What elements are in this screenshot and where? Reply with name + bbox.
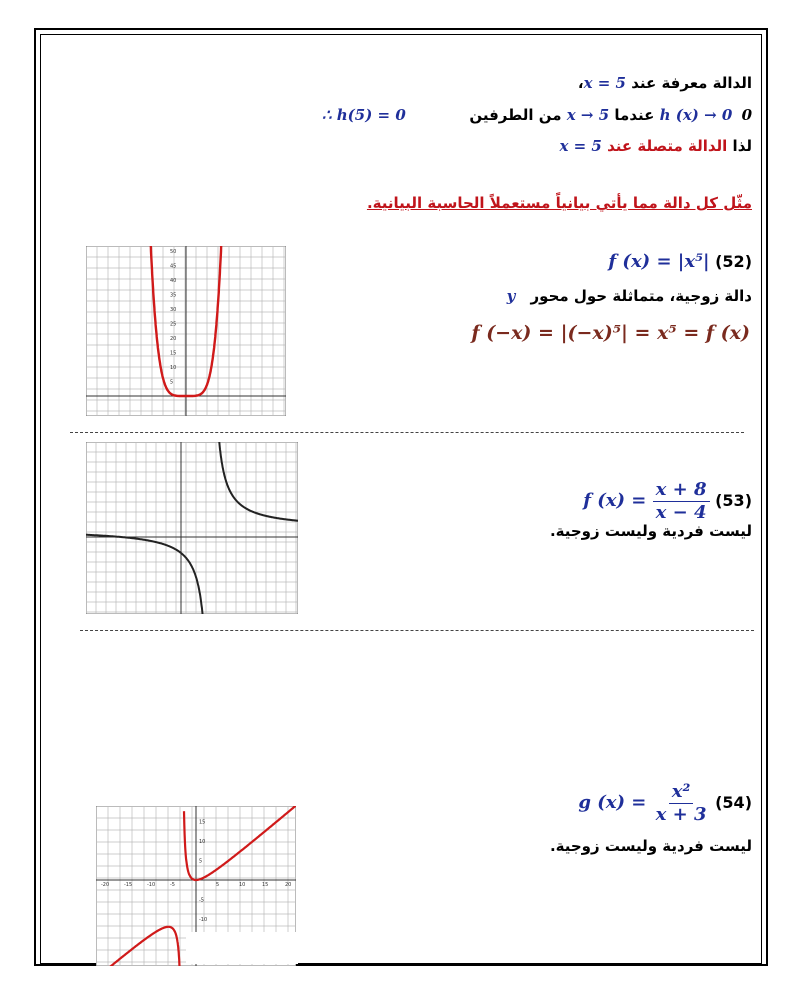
problem-53-denominator: x − 4 — [655, 501, 707, 523]
graph-52 — [86, 246, 286, 416]
problem-52-header — [608, 251, 752, 273]
problem-54-header — [578, 778, 752, 828]
graph-52-y-tick: 15 — [170, 350, 177, 357]
problem-52-axis: y — [506, 287, 516, 305]
problem-54-number: (54) — [715, 793, 752, 812]
instruction-heading: مثّل كل دالة مما يأتي بيانياً مستعملاً الحاسبة البيانية. — [366, 194, 752, 212]
problem-53-desc: ليست فردية وليست زوجية. — [549, 522, 752, 540]
problem-52-function: f (x) = |x⁵| — [608, 251, 710, 272]
graph-52-y-tick: 45 — [170, 263, 177, 270]
graph-52-y-tick: 50 — [170, 249, 177, 255]
problem-53-fraction — [653, 479, 710, 524]
intro-zero-label: 0 — [741, 106, 752, 124]
problem-54-denominator: x + 3 — [655, 803, 707, 825]
graph-54-x-tick: -15 — [124, 882, 133, 888]
intro-when-text: عندما — [614, 106, 655, 124]
problem-52-desc-text: دالة زوجية، متماثلة حول محور — [530, 287, 752, 305]
problem-54-numerator: x² — [669, 781, 694, 804]
intro-x-equals-5: x = 5 — [583, 74, 626, 92]
graph-52-y-tick: 5 — [170, 379, 174, 386]
graph-54-y-tick: 15 — [199, 819, 206, 826]
divider-1 — [70, 432, 744, 433]
graph-54-y-tick: -5 — [199, 897, 204, 904]
problem-52-proof: f (−x) = |(−x)⁵| = x⁵ = f (x) — [471, 322, 750, 344]
graph-54-x-tick: -10 — [147, 882, 156, 888]
problem-53-lhs: f (x) = — [583, 490, 647, 511]
problem-52-number: (52) — [715, 252, 752, 271]
divider-2 — [80, 630, 754, 631]
intro-line-3 — [559, 135, 752, 157]
intro-comma: ، — [577, 74, 584, 92]
graph-52-y-tick: 10 — [170, 365, 177, 371]
intro-continuous-text: الدالة متصلة عند — [607, 137, 728, 155]
graph-54-x-tick: 5 — [216, 882, 220, 888]
intro-x-equals-5-b: x = 5 — [559, 137, 602, 155]
graph-54-x-tick: 10 — [239, 882, 246, 888]
graph-52-y-tick: 25 — [170, 321, 177, 328]
graph-54-x-tick: -20 — [101, 882, 110, 888]
intro-defined-text: الدالة معرفة عند — [631, 74, 752, 92]
graph-54-y-tick: 10 — [199, 839, 206, 845]
intro-x-to-5: x → 5 — [566, 106, 610, 124]
graph-54-y-tick: -10 — [199, 917, 208, 923]
graph-53 — [86, 442, 298, 614]
graph-54-y-tick: 5 — [199, 858, 203, 865]
problem-53-numerator: x + 8 — [653, 479, 710, 502]
graph-54-x-tick: 15 — [262, 882, 269, 888]
graph-54-cover-box — [186, 932, 298, 964]
problem-52-desc — [507, 285, 752, 307]
graph-52-y-tick: 20 — [170, 336, 177, 342]
intro-h-limit: h (x) → 0 — [659, 106, 733, 124]
problem-53-number: (53) — [715, 491, 752, 510]
graph-54-x-tick: 20 — [285, 882, 292, 888]
intro-therefore-h5: ∴ h(5) = 0 — [322, 106, 406, 124]
graph-52-y-tick: 35 — [170, 292, 177, 299]
graph-54-x-tick: -5 — [170, 882, 175, 888]
problem-53-header — [583, 476, 752, 526]
intro-so-text: لذا — [732, 137, 752, 155]
intro-line-2 — [469, 104, 752, 126]
intro-line-1 — [578, 72, 752, 94]
graph-52-y-tick: 40 — [170, 278, 177, 284]
problem-54-desc: ليست فردية وليست زوجية. — [549, 837, 752, 855]
intro-sides-text: من الطرفين — [469, 106, 562, 124]
problem-54-lhs: g (x) = — [578, 792, 647, 813]
graph-52-y-tick: 30 — [170, 307, 177, 313]
problem-54-fraction — [653, 781, 710, 826]
